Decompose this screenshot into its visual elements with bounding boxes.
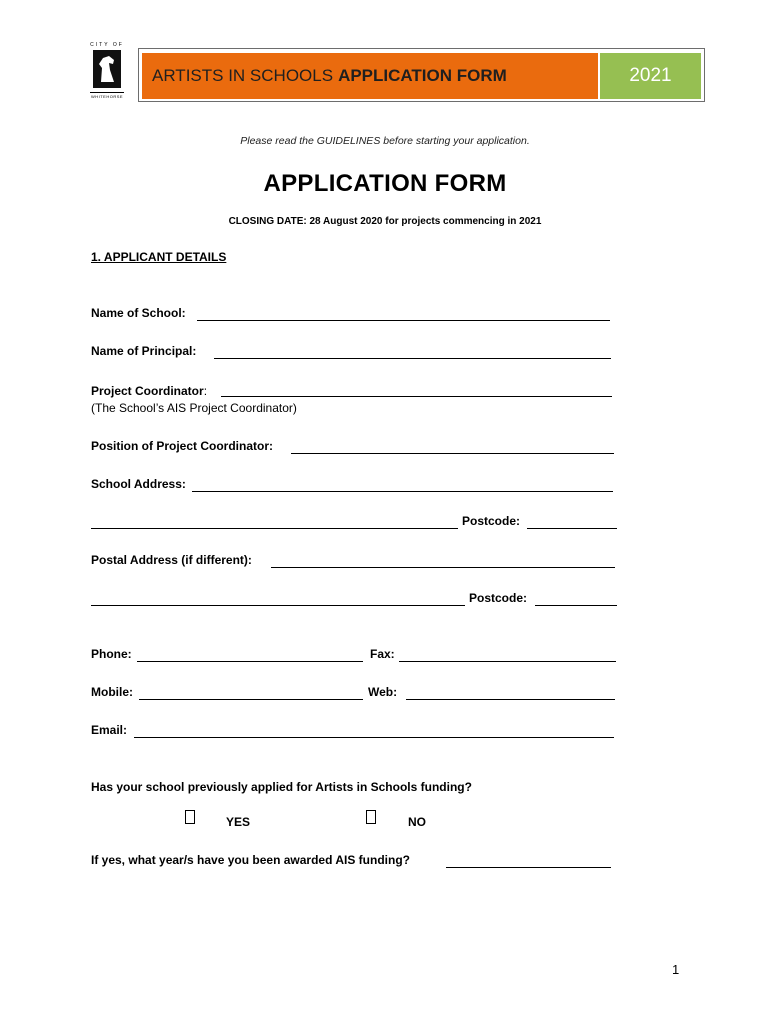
email-label: Email:: [91, 723, 128, 737]
coordinator-label-wrap: [91, 382, 207, 400]
section-heading: 1. APPLICANT DETAILS: [91, 250, 227, 264]
school-address-line2[interactable]: [91, 528, 458, 529]
funding-years-field[interactable]: [446, 867, 611, 868]
web-label: Web:: [368, 685, 398, 699]
logo-bottom-text: WHITEHORSE: [90, 94, 124, 99]
banner-title-plain: ARTISTS IN SCHOOLS: [152, 66, 334, 85]
email-field[interactable]: [134, 737, 614, 738]
banner-title-bold: APPLICATION FORM: [338, 66, 507, 85]
mobile-label: Mobile:: [91, 685, 133, 699]
coordinator-label: Project Coordinator: [91, 384, 204, 398]
postal-address-line2[interactable]: [91, 605, 465, 606]
coordinator-colon: :: [203, 384, 208, 398]
phone-label: Phone:: [91, 647, 132, 661]
postcode2-field[interactable]: [535, 605, 617, 606]
closing-date: CLOSING DATE: 28 August 2020 for projects commencing in 2021: [228, 216, 542, 227]
fax-field[interactable]: [399, 661, 616, 662]
postal-address-field[interactable]: [271, 567, 615, 568]
coordinator-field[interactable]: [221, 396, 612, 397]
logo-top-text: CITY OF: [90, 42, 124, 48]
coordinator-position-field[interactable]: [291, 453, 614, 454]
postcode-label: Postcode:: [462, 514, 521, 528]
school-address-label: School Address:: [91, 477, 186, 491]
school-name-label: Name of School:: [91, 306, 186, 320]
no-checkbox[interactable]: [366, 810, 376, 824]
school-name-field[interactable]: [197, 320, 610, 321]
coordinator-position-label: Position of Project Coordinator:: [91, 439, 273, 453]
postal-address-label: Postal Address (if different):: [91, 553, 252, 567]
intro-text: Please read the GUIDELINES before starting your application.: [240, 135, 530, 147]
school-address-field[interactable]: [192, 491, 613, 492]
postcode-field[interactable]: [527, 528, 617, 529]
fax-label: Fax:: [370, 647, 395, 661]
banner-year: 2021: [600, 53, 701, 99]
principal-label: Name of Principal:: [91, 344, 197, 358]
web-field[interactable]: [406, 699, 615, 700]
principal-field[interactable]: [214, 358, 611, 359]
banner-title: [142, 53, 598, 99]
postcode2-label: Postcode:: [469, 591, 528, 605]
coordinator-note: (The School’s AIS Project Coordinator): [91, 401, 297, 415]
header-banner: [138, 48, 705, 102]
mobile-field[interactable]: [139, 699, 363, 700]
page-number: 1: [672, 962, 680, 977]
no-label: NO: [408, 815, 426, 829]
yes-label: YES: [226, 815, 251, 829]
yes-checkbox[interactable]: [185, 810, 195, 824]
page-title: APPLICATION FORM: [263, 170, 507, 197]
city-logo: [90, 42, 124, 100]
previous-application-question: Has your school previously applied for Artists in Schools funding?: [91, 780, 472, 794]
horse-icon: [93, 50, 121, 88]
funding-years-question: If yes, what year/s have you been awarded AIS funding?: [91, 853, 410, 867]
phone-field[interactable]: [137, 661, 363, 662]
